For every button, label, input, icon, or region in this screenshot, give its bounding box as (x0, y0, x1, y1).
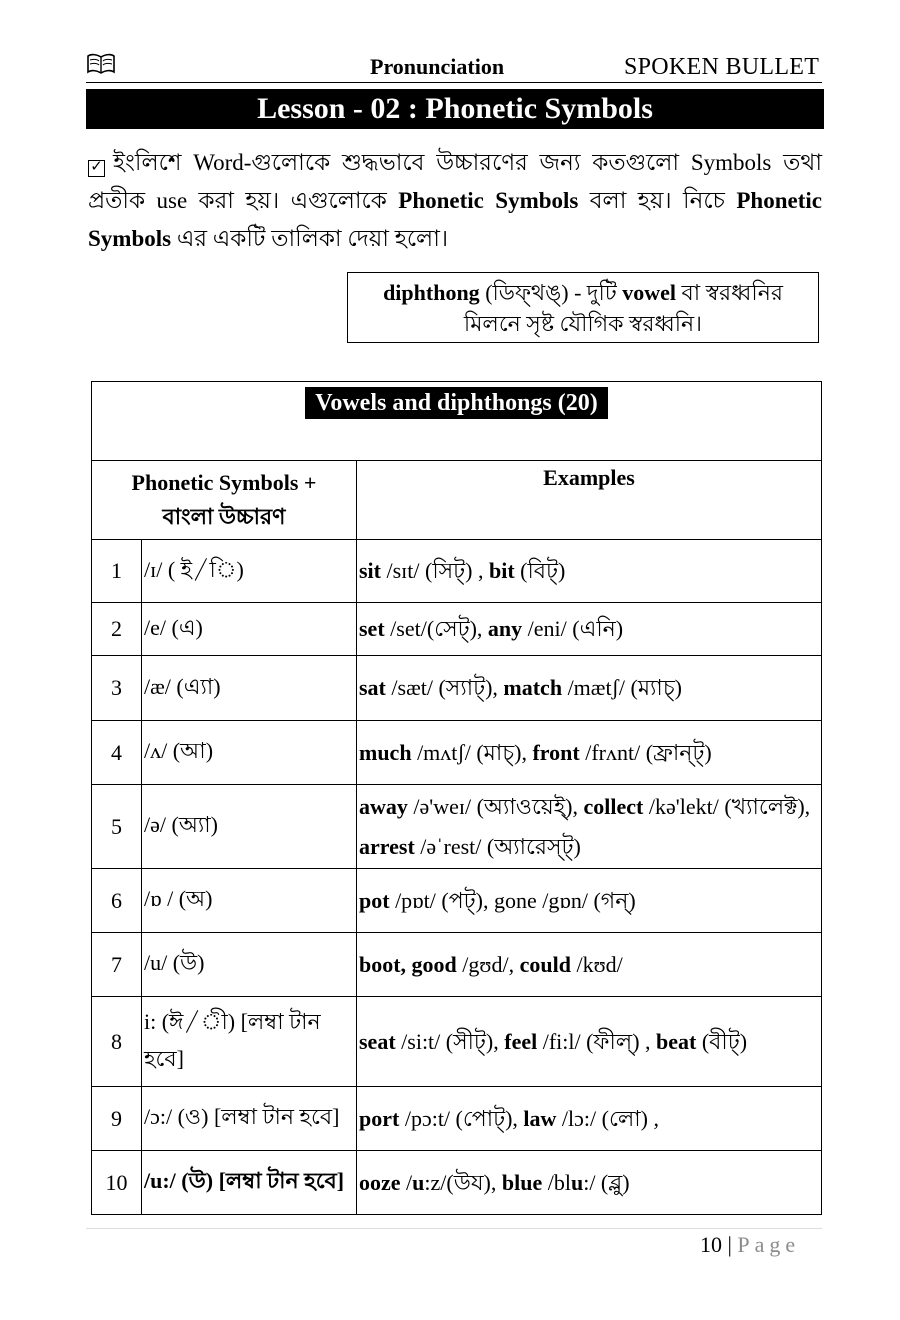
example-transcription: /kə'lekt/ (খ্যালেক্ট), (643, 793, 811, 819)
example-transcription: :/ (ব্লু) (583, 1169, 630, 1195)
page-footer (700, 1232, 800, 1258)
example-transcription: /pɔ:t/ (পোট্), (399, 1105, 524, 1131)
row-examples (357, 1087, 822, 1151)
row-symbol: /ɒ / (অ) (142, 869, 357, 933)
example-word: sat (359, 675, 386, 700)
example-word: match (503, 675, 563, 700)
example-word: u (570, 1169, 584, 1195)
row-symbol: /ɪ/ ( ই/ি) (142, 540, 357, 603)
example-word: ooze (359, 1169, 401, 1195)
row-number: 9 (92, 1087, 142, 1151)
footer-separator: | (722, 1232, 738, 1257)
row-symbol: /e/ (এ) (142, 603, 357, 656)
example-transcription: /pɒt/ (পট্), gone /gɒn/ (গন্) (389, 887, 636, 913)
page-number: 10 (700, 1232, 722, 1257)
row-number: 7 (92, 933, 142, 997)
example-transcription: /kʊd/ (570, 951, 623, 977)
intro-paragraph (88, 144, 822, 258)
row-examples (357, 1151, 822, 1215)
example-transcription: /mʌtʃ/ (মাচ্), (411, 739, 533, 765)
row-examples (357, 997, 822, 1087)
row-symbol: /u:/ (উ) [লম্বা টান হবে] (142, 1151, 357, 1215)
example-transcription: /eni/ (এনি) (522, 616, 624, 641)
example-transcription: (বিট্) (514, 558, 566, 583)
checkbox-checked-icon: ✓ (88, 160, 105, 177)
example-transcription: /sɪt/ (সিট্) , (381, 558, 489, 583)
table-row (92, 785, 822, 869)
table-row (92, 997, 822, 1087)
example-word: bit (488, 558, 515, 583)
example-transcription: / (400, 1169, 413, 1195)
example-word: set (359, 616, 385, 641)
table-header-row (92, 461, 822, 540)
table-row (92, 603, 822, 656)
row-examples (357, 785, 822, 869)
header-symbol-line-1: Phonetic Symbols + (131, 470, 317, 495)
row-number: 3 (92, 656, 142, 721)
example-word: port (359, 1105, 400, 1131)
header-phonetic-symbols (92, 461, 357, 540)
example-word: feel (504, 1028, 538, 1054)
example-transcription: /si:t/ (সীট্), (395, 1028, 505, 1054)
row-symbol: /ʌ/ (আ) (142, 721, 357, 785)
lesson-title: Lesson - 02 : Phonetic Symbols (86, 89, 824, 129)
row-symbol: i: (ঈ/ী) [লম্বা টান হবে] (142, 997, 357, 1087)
example-transcription: /gʊd/, (456, 951, 520, 977)
footer-divider (86, 1228, 822, 1229)
row-number: 10 (92, 1151, 142, 1215)
table-row (92, 869, 822, 933)
row-number: 4 (92, 721, 142, 785)
example-word: pot (359, 887, 390, 913)
example-word: blue (501, 1169, 543, 1195)
table-row (92, 721, 822, 785)
table-title-cell (92, 382, 822, 461)
example-transcription: /frʌnt/ (ফ্রান্ট্) (579, 739, 712, 765)
row-symbol: /ə/ (অ্যা) (142, 785, 357, 869)
example-transcription: /əˈrest/ (অ্যারেস্ট্) (414, 833, 581, 859)
row-examples (357, 603, 822, 656)
example-transcription: :z/(উয), (424, 1169, 502, 1195)
row-examples (357, 721, 822, 785)
example-word: much (359, 739, 412, 765)
table-title: Vowels and diphthongs (20) (305, 387, 608, 419)
table-row (92, 1151, 822, 1215)
example-word: seat (359, 1028, 396, 1054)
note-text-1: (ডিফ্থঙ্) - দুটি (479, 280, 623, 305)
row-symbol: /æ/ (এ্যা) (142, 656, 357, 721)
header-examples: Examples (357, 461, 822, 540)
example-word: any (487, 616, 523, 641)
example-transcription: /fi:l/ (ফীল্) , (537, 1028, 657, 1054)
example-transcription: /sæt/ (স্যাট্), (385, 675, 504, 700)
row-number: 5 (92, 785, 142, 869)
table-row (92, 933, 822, 997)
intro-text-1: ইংলিশে Word-গুলোকে শুদ্ধভাবে উচ্চারণের জন্য কতগুলো Symbols তথা প্রতীক use করা হয়। এগুলোকে (88, 150, 822, 213)
example-word: beat (656, 1028, 697, 1054)
row-examples (357, 540, 822, 603)
example-word: u (412, 1169, 425, 1195)
example-word: front (532, 739, 580, 765)
example-word: collect (583, 793, 644, 819)
vowel-table (91, 381, 822, 1215)
note-text-2: বা স্বরধ্বনির (676, 280, 783, 305)
example-transcription: (বীট্) (696, 1028, 748, 1054)
example-word: boot, good (359, 951, 457, 977)
row-examples (357, 869, 822, 933)
header-divider (86, 82, 822, 83)
row-number: 2 (92, 603, 142, 656)
example-transcription: /ə'weɪ/ (অ্যাওয়েই্), (407, 793, 584, 819)
example-word: sit (359, 558, 381, 583)
example-transcription: /set/(সেট্), (384, 616, 488, 641)
example-transcription: /mætʃ/ (ম্যাচ্) (562, 675, 683, 700)
row-number: 1 (92, 540, 142, 603)
example-word: could (519, 951, 571, 977)
example-transcription: /bl (542, 1169, 571, 1195)
example-word: away (359, 793, 408, 819)
row-symbol: /u/ (উ) (142, 933, 357, 997)
header-symbol-line-2: বাংলা উচ্চারণ (162, 504, 286, 529)
example-word: arrest (359, 833, 415, 859)
header-brand: SPOKEN BULLET (624, 54, 820, 80)
table-row (92, 1087, 822, 1151)
intro-text-3: এর একটি তালিকা দেয়া হলো। (171, 226, 449, 251)
header-title: Pronunciation (370, 54, 505, 79)
note-term: diphthong (383, 280, 480, 305)
page-label: Page (737, 1232, 801, 1257)
diphthong-note (347, 272, 819, 343)
row-number: 8 (92, 997, 142, 1087)
example-transcription: /lɔ:/ (লো) , (556, 1105, 659, 1131)
table-row (92, 656, 822, 721)
note-bold: vowel (622, 280, 677, 305)
intro-bold-1: Phonetic Symbols (398, 188, 579, 213)
table-title-row (92, 382, 822, 461)
intro-bold-2: Phonetic Symbols (88, 188, 822, 251)
note-line-1 (348, 277, 818, 308)
row-symbol: /ɔ:/ (ও) [লম্বা টান হবে] (142, 1087, 357, 1151)
row-examples (357, 933, 822, 997)
row-number: 6 (92, 869, 142, 933)
example-word: law (523, 1105, 557, 1131)
row-examples (357, 656, 822, 721)
intro-text-2: বলা হয়। নিচে (578, 188, 737, 213)
note-line-2: মিলনে সৃষ্ট যৌগিক স্বরধ্বনি। (463, 311, 703, 336)
table-row (92, 540, 822, 603)
book-icon (86, 52, 116, 76)
